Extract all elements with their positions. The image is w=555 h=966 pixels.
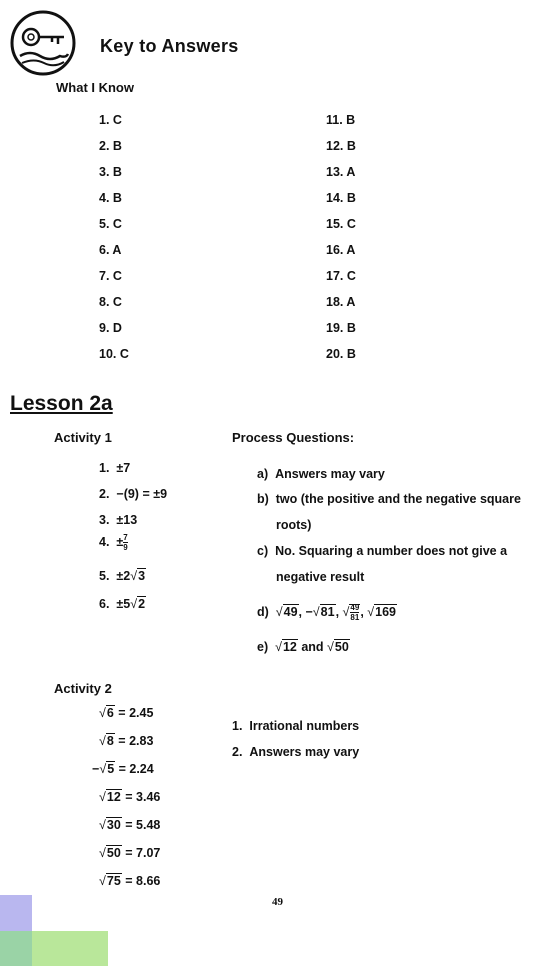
answer-item: 5. C [99, 217, 122, 231]
process-questions-heading: Process Questions: [232, 430, 355, 445]
activity-2-item-2: √8 = 2.83 [99, 734, 154, 748]
answer-item: 7. C [99, 269, 122, 283]
answer-item: 14. B [326, 191, 356, 205]
decorative-block [0, 931, 32, 966]
answer-item: 6. A [99, 243, 122, 257]
process-answer-a: a) Answers may vary [257, 467, 385, 481]
activity-2-item-4: √12 = 3.46 [99, 790, 161, 804]
process-answer-e: e) √12 and √50 [257, 640, 349, 654]
process-answer-c-cont: negative result [276, 570, 365, 584]
activity-1-item-5: 5. ±2√3 [99, 569, 146, 583]
fraction: $\frac{7}{9}$ [123, 533, 128, 552]
activity-1-item-1: 1. ±7 [99, 461, 131, 475]
activity-1-item-6: 6. ±5√2 [99, 597, 146, 611]
activity-1-item-2: 2. −(9) = ±9 [99, 487, 168, 501]
section-heading-what-i-know: What I Know [56, 80, 134, 95]
answer-item: 11. B [326, 113, 356, 127]
page-title: Key to Answers [100, 36, 239, 56]
answer-item: 16. A [326, 243, 356, 257]
activity-2-item-5: √30 = 5.48 [99, 818, 161, 832]
answer-item: 13. A [326, 165, 356, 179]
activity-1-heading: Activity 1 [54, 430, 112, 445]
process-answer-b-cont: roots) [276, 518, 312, 532]
decorative-block [0, 895, 32, 931]
lesson-title: Lesson 2a [10, 392, 113, 415]
answer-item: 2. B [99, 139, 122, 153]
activity-2-question-2: 2. Answers may vary [232, 745, 360, 759]
answer-item: 3. B [99, 165, 122, 179]
page-number: 49 [272, 896, 283, 908]
process-answer-b: b) two (the positive and the negative square [257, 492, 521, 506]
activity-2-item-6: √50 = 7.07 [99, 846, 161, 860]
activity-1-item-3: 3. ±13 [99, 513, 138, 527]
process-answer-c: c) No. Squaring a number does not give a [257, 544, 508, 558]
activity-2-heading: Activity 2 [54, 681, 112, 696]
answer-item: 15. C [326, 217, 356, 231]
answer-item: 12. B [326, 139, 356, 153]
answer-item: 8. C [99, 295, 122, 309]
answer-item: 20. B [326, 347, 356, 361]
radical: √2 [130, 597, 146, 611]
answer-item: 19. B [326, 321, 356, 335]
answer-item: 4. B [99, 191, 122, 205]
answer-item: 18. A [326, 295, 356, 309]
answer-item: 1. C [99, 113, 122, 127]
activity-2-item-3: −√5 = 2.24 [92, 762, 154, 776]
activity-2-item-1: √6 = 2.45 [99, 706, 154, 720]
answer-item: 10. C [99, 347, 129, 361]
answer-item: 17. C [326, 269, 356, 283]
activity-2-question-1: 1. Irrational numbers [232, 719, 360, 733]
answer-item: 9. D [99, 321, 122, 335]
activity-1-item-4: 4. ± $\frac{7}{9}$ [99, 533, 128, 552]
key-in-circle-icon [8, 8, 78, 78]
radical: √3 [130, 569, 146, 583]
process-answer-d: d) √49, −√81, √ $\frac{49}{81}$ , √169 [257, 603, 396, 622]
activity-2-item-7: √75 = 8.66 [99, 874, 161, 888]
